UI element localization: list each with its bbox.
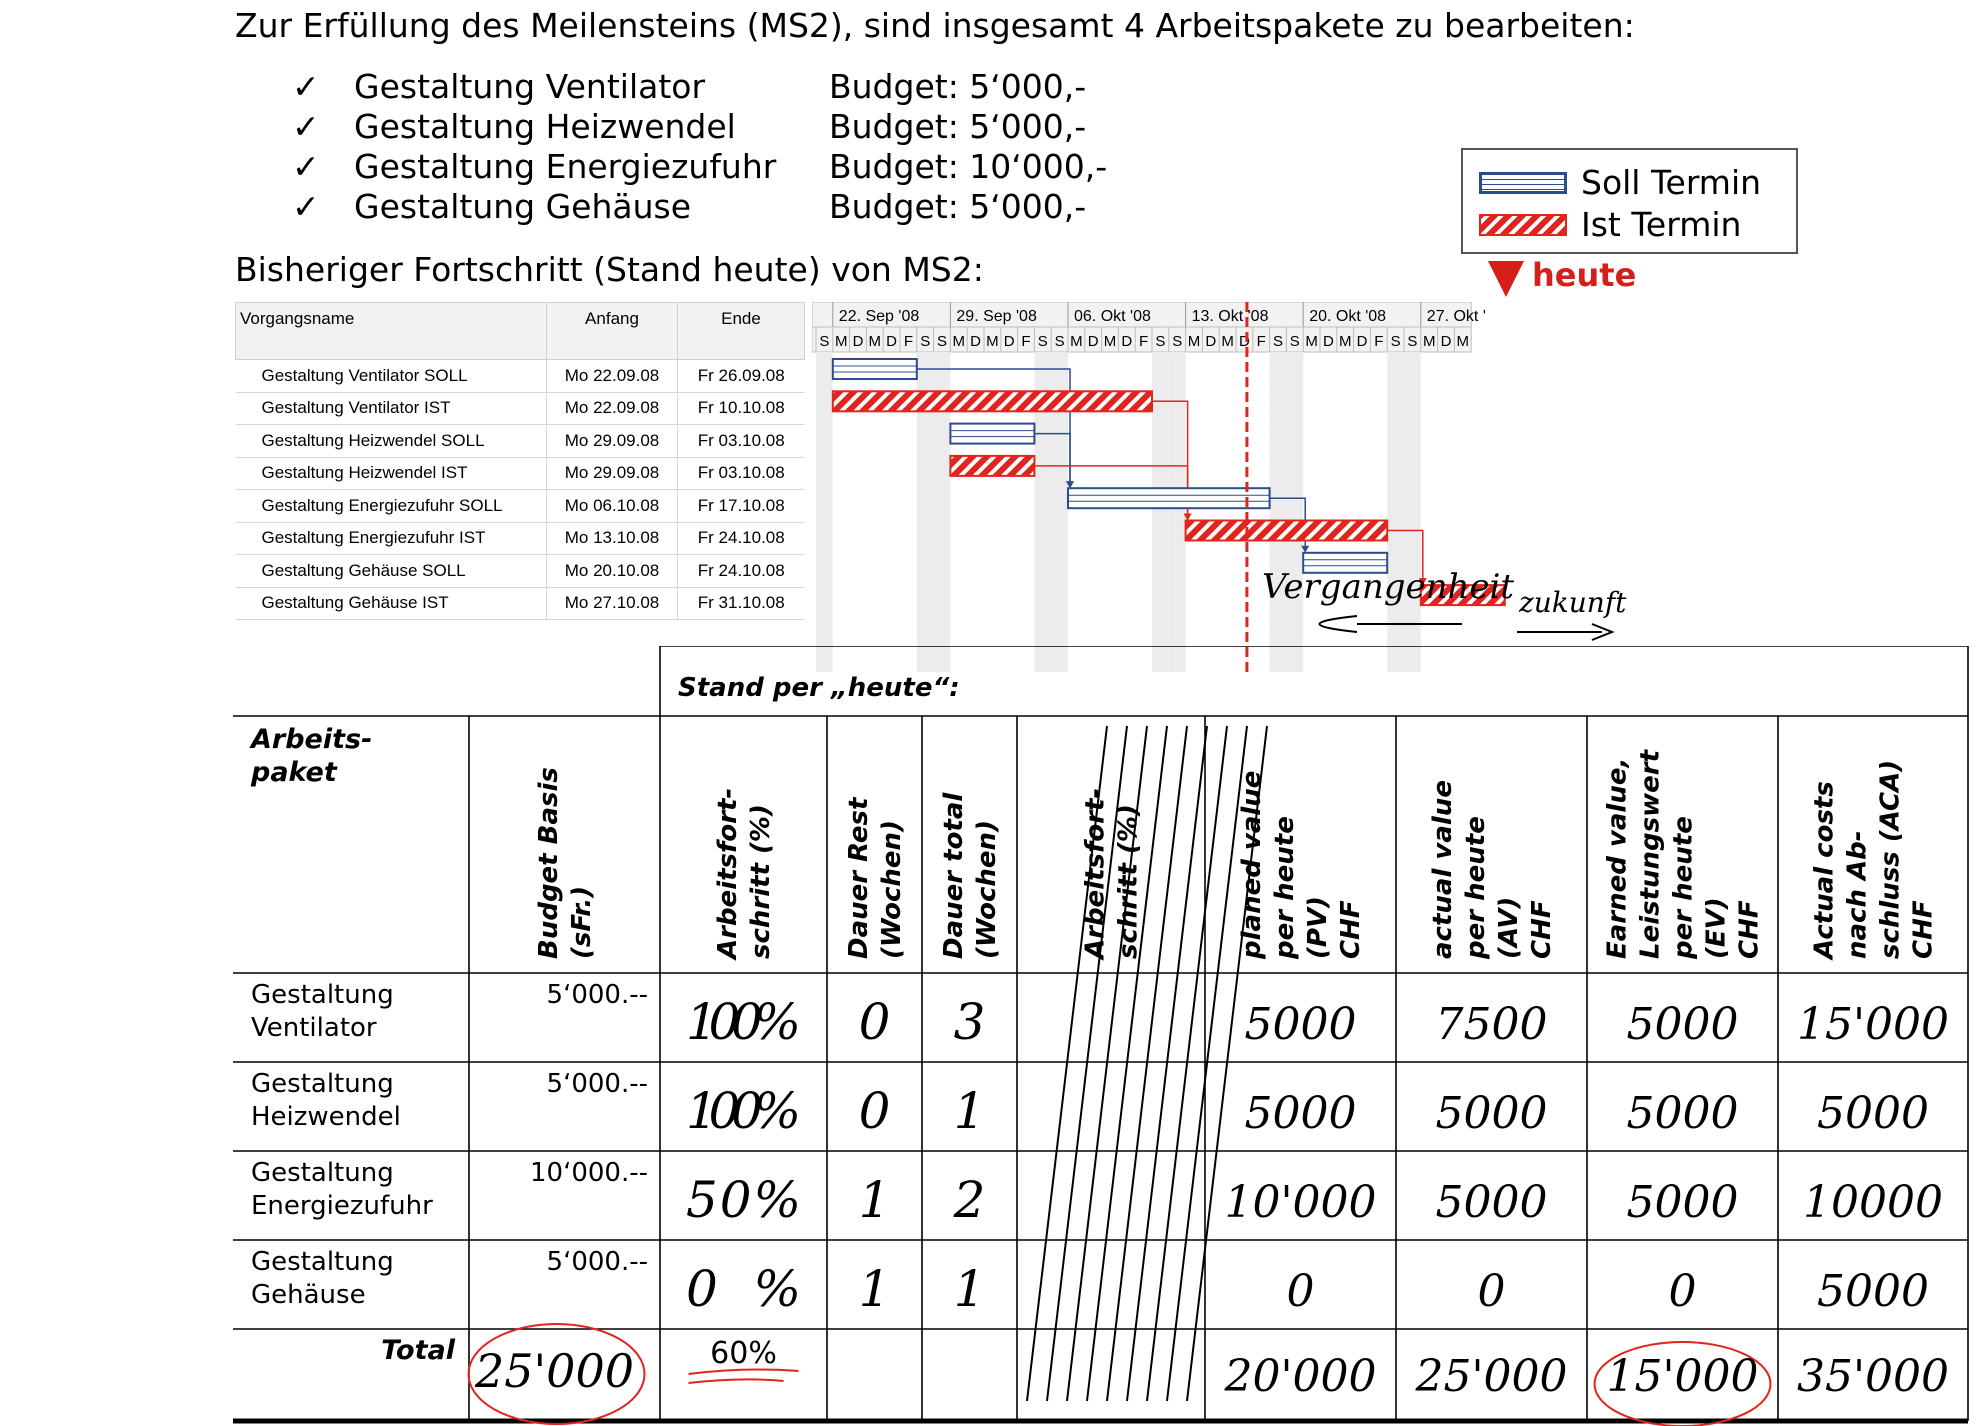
task-start: Mo 13.10.08 [547, 522, 678, 555]
day-letter: M [868, 333, 882, 350]
future-arrow-icon [1517, 624, 1612, 640]
gantt-task-table [235, 302, 805, 620]
task-start: Mo 22.09.08 [547, 392, 678, 425]
handwritten-av: 7500 [1435, 999, 1548, 1050]
ist-bar [833, 391, 1152, 411]
handwritten-total: 2 [953, 1171, 986, 1229]
legend-soll-swatch [1479, 172, 1567, 194]
week-label: 06. Okt '08 [1074, 308, 1151, 325]
row-name-line2: Heizwendel [251, 1102, 401, 1132]
ist-bar [1186, 521, 1388, 541]
ist-bar [950, 456, 1034, 476]
row-budget: 5‘000.-- [546, 1069, 648, 1099]
row-budget: 10‘000.-- [529, 1158, 648, 1188]
weekend-column [1152, 352, 1169, 672]
task-name: Gestaltung Heizwendel SOLL [236, 425, 547, 458]
handwritten-ev: 5000 [1626, 1088, 1739, 1139]
header-aca: nach Ab- [1842, 830, 1873, 959]
package-budget: Budget: 10‘000,- [829, 147, 1108, 186]
day-letter: M [1103, 333, 1117, 350]
handwritten-av: 5000 [1435, 1088, 1548, 1139]
handwritten-rest: 1 [858, 1260, 891, 1318]
gantt-chart [812, 302, 1812, 672]
header-dauer-total: (Wochen) [972, 820, 1003, 959]
gantt-task-row [236, 490, 805, 523]
day-letter: D [1238, 333, 1250, 350]
handwritten-ev: 5000 [1626, 999, 1739, 1050]
row-budget: 5‘000.-- [546, 1247, 648, 1277]
handwritten-aca: 15'000 [1796, 999, 1950, 1050]
stand-label: Stand per „heute“: [678, 673, 960, 703]
day-letter: M [1338, 333, 1352, 350]
week-label: 20. Okt '08 [1309, 308, 1387, 325]
header-fortschritt2: Arbeitsfort- [1080, 787, 1111, 959]
handwritten-total-ev: 15'000 [1606, 1351, 1759, 1402]
task-start: Mo 29.09.08 [547, 425, 678, 458]
handwritten-pv: 10'000 [1224, 1177, 1377, 1228]
package-name: Gestaltung Heizwendel [354, 107, 736, 146]
handwritten-av: 0 [1477, 1266, 1506, 1317]
day-letter: M [1305, 333, 1318, 350]
gantt-task-row [236, 425, 805, 458]
task-end: Fr 10.10.08 [678, 392, 805, 425]
handwritten-aca: 5000 [1817, 1088, 1929, 1139]
check-icon: ✓ [292, 147, 320, 186]
day-letter: S [1289, 333, 1300, 350]
day-letter: S [920, 333, 931, 350]
header-budget: (sFr.) [567, 885, 598, 959]
day-letter: S [1172, 333, 1183, 350]
day-letter: M [1070, 333, 1083, 350]
header-ev: CHF [1734, 900, 1765, 959]
header-av: actual value [1428, 780, 1459, 959]
header-aca: schluss (ACA) [1875, 759, 1906, 959]
day-letter: D [852, 333, 864, 350]
legend [1461, 148, 1798, 254]
handwritten-total-pv: 20'000 [1224, 1351, 1377, 1402]
soll-bar [950, 424, 1034, 444]
gantt-task-row [236, 587, 805, 620]
day-letter: F [1256, 333, 1266, 350]
task-end: Fr 31.10.08 [678, 587, 805, 620]
gantt-task-row [236, 360, 805, 393]
day-letter: S [1155, 333, 1166, 350]
strike-through-scribble [1167, 726, 1247, 1401]
day-letter: M [1456, 333, 1470, 350]
task-end: Fr 03.10.08 [678, 425, 805, 458]
today-label: heute [1532, 256, 1637, 294]
legend-soll-label: Soll Termin [1581, 163, 1762, 202]
check-icon: ✓ [292, 107, 320, 146]
day-letter: D [1087, 333, 1099, 350]
package-name: Gestaltung Ventilator [354, 67, 706, 106]
task-end: Fr 26.09.08 [678, 360, 805, 393]
header-av: CHF [1527, 900, 1558, 959]
day-letter: M [952, 333, 966, 350]
day-letter: M [834, 333, 848, 350]
day-letter: D [970, 333, 982, 350]
day-letter: D [1121, 333, 1133, 350]
row-name-line1: Gestaltung [251, 1158, 394, 1188]
row-name-line2: Gehäuse [251, 1280, 366, 1310]
handwritten-total: 1 [953, 1260, 986, 1318]
week-label: 29. Sep '08 [956, 308, 1037, 325]
day-letter: S [1054, 333, 1065, 350]
header-fortschritt: schritt (%) [746, 804, 777, 959]
header-av: per heute [1461, 816, 1492, 959]
gantt-task-row [236, 522, 805, 555]
row-name-line1: Gestaltung [251, 1247, 394, 1277]
week-label: 27. Okt ' [1426, 308, 1486, 325]
package-name: Gestaltung Gehäuse [354, 187, 692, 226]
gantt-task-row [236, 457, 805, 490]
week-label: 22. Sep '08 [838, 308, 920, 325]
task-name: Gestaltung Heizwendel IST [236, 457, 547, 490]
package-budget: Budget: 5‘000,- [829, 107, 1087, 146]
day-letter: D [1205, 333, 1217, 350]
soll-bar [833, 359, 917, 379]
task-start: Mo 20.10.08 [547, 555, 678, 588]
header-ev: Earned value, [1602, 757, 1633, 959]
header-fortschritt: Arbeitsfort- [713, 787, 744, 959]
task-end: Fr 03.10.08 [678, 457, 805, 490]
header-budget: Budget Basis [534, 767, 565, 959]
day-letter: S [1037, 333, 1048, 350]
row-name-line1: Gestaltung [251, 1069, 394, 1099]
handwritten-total: 1 [953, 1082, 986, 1140]
header-dauer-total: Dauer total [939, 792, 970, 959]
day-letter: S [936, 333, 948, 350]
handwritten-total-av: 25'000 [1415, 1351, 1568, 1402]
header-pv: planed value [1237, 770, 1268, 959]
header-pv: CHF [1336, 900, 1367, 959]
gantt-header-start: Anfang [547, 303, 678, 360]
header-dauer-rest: Dauer Rest [844, 797, 875, 959]
task-name: Gestaltung Energiezufuhr IST [236, 522, 547, 555]
header-arbeitspaket: Arbeits- [251, 724, 373, 755]
week-label: 13. Okt '08 [1191, 308, 1269, 325]
row-name-line1: Gestaltung [251, 980, 394, 1010]
task-name: Gestaltung Energiezufuhr SOLL [236, 490, 547, 523]
total-progress-underline [689, 1370, 799, 1383]
day-letter: D [1440, 333, 1452, 350]
header-ev: Leistungswert [1635, 749, 1666, 959]
progress-heading: Bisheriger Fortschritt (Stand heute) von MS2: [235, 250, 984, 289]
header-ev: per heute [1668, 816, 1699, 959]
handwritten-pv: 0 [1286, 1266, 1315, 1317]
day-letter: S [819, 333, 830, 350]
day-letter: D [1356, 333, 1368, 350]
handwritten-ev: 0 [1668, 1266, 1697, 1317]
handwritten-ev: 5000 [1626, 1177, 1739, 1228]
package-budget: Budget: 5‘000,- [829, 67, 1087, 106]
handwritten-av: 5000 [1435, 1177, 1548, 1228]
check-icon: ✓ [292, 187, 320, 226]
day-letter: M [1187, 333, 1201, 350]
handwritten-rest: 1 [858, 1171, 891, 1229]
day-letter: M [1221, 333, 1234, 350]
task-start: Mo 29.09.08 [547, 457, 678, 490]
day-letter: S [1407, 333, 1418, 350]
header-dauer-rest: (Wochen) [877, 820, 908, 959]
handwritten-pv: 5000 [1244, 999, 1357, 1050]
task-end: Fr 24.10.08 [678, 522, 805, 555]
legend-ist-label: Ist Termin [1581, 205, 1742, 244]
day-letter: D [1003, 333, 1015, 350]
header-av: (AV) [1494, 896, 1525, 959]
package-name: Gestaltung Energiezufuhr [354, 147, 777, 186]
header-aca: Actual costs [1809, 781, 1840, 959]
past-annotation: Vergangenheit [1262, 567, 1515, 607]
handwritten-aca: 10000 [1803, 1177, 1943, 1228]
handwritten-progress: 100% [686, 1082, 801, 1140]
header-fortschritt2: schritt (%) [1113, 804, 1144, 959]
task-end: Fr 24.10.08 [678, 555, 805, 588]
day-letter: F [1374, 333, 1384, 350]
day-letter: S [1272, 333, 1284, 350]
handwritten-aca: 5000 [1817, 1266, 1929, 1317]
handwritten-total-aca: 35'000 [1796, 1351, 1950, 1402]
handwritten-total-budget: 25'000 [475, 1344, 634, 1398]
gantt-header-end: Ende [678, 303, 805, 360]
total-progress: 60% [710, 1336, 777, 1371]
handwritten-rest: 0 [858, 993, 891, 1051]
header-aca: CHF [1908, 900, 1939, 959]
future-annotation: zukunft [1519, 586, 1627, 619]
day-letter: F [1021, 333, 1031, 350]
task-name: Gestaltung Gehäuse SOLL [236, 555, 547, 588]
package-budget: Budget: 5‘000,- [829, 187, 1087, 226]
weekend-column [1169, 352, 1186, 672]
day-letter: S [1390, 333, 1401, 350]
task-name: Gestaltung Ventilator SOLL [236, 360, 547, 393]
row-name-line2: Ventilator [251, 1013, 377, 1043]
intro-text: Zur Erfüllung des Meilensteins (MS2), sind insgesamt 4 Arbeitspakete zu bearbeiten: [235, 6, 1635, 45]
task-start: Mo 22.09.08 [547, 360, 678, 393]
check-icon: ✓ [292, 67, 320, 106]
handwritten-total: 3 [953, 993, 986, 1051]
task-end: Fr 17.10.08 [678, 490, 805, 523]
header-pv: (PV) [1303, 896, 1334, 959]
handwritten-pv: 5000 [1244, 1088, 1357, 1139]
row-budget: 5‘000.-- [546, 980, 648, 1010]
earned-value-table [233, 646, 1978, 1426]
strike-through-scribble [1147, 726, 1227, 1401]
day-letter: D [886, 333, 898, 350]
weekend-column [1270, 352, 1287, 672]
header-ev: (EV) [1701, 897, 1732, 959]
day-letter: F [1139, 333, 1149, 350]
row-name-line2: Energiezufuhr [251, 1191, 433, 1221]
handwritten-progress: 100% [686, 993, 801, 1051]
header-pv: per heute [1270, 816, 1301, 959]
header-arbeitspaket: paket [251, 757, 337, 788]
total-label: Total [381, 1335, 455, 1366]
task-name: Gestaltung Ventilator IST [236, 392, 547, 425]
handwritten-progress: 50% [686, 1171, 801, 1229]
day-letter: D [1322, 333, 1334, 350]
weekend-column [816, 352, 833, 672]
legend-ist-swatch [1479, 214, 1567, 236]
gantt-header-name: Vorgangsname [236, 303, 547, 360]
gantt-task-row [236, 392, 805, 425]
day-letter: M [986, 333, 999, 350]
task-start: Mo 27.10.08 [547, 587, 678, 620]
task-name: Gestaltung Gehäuse IST [236, 587, 547, 620]
day-letter: M [1422, 333, 1436, 350]
today-marker-icon [1488, 261, 1524, 297]
handwritten-rest: 0 [858, 1082, 891, 1140]
task-start: Mo 06.10.08 [547, 490, 678, 523]
weekend-column [1286, 352, 1303, 672]
handwritten-progress: 0% [686, 1260, 801, 1318]
soll-bar [1068, 488, 1270, 508]
day-letter: F [903, 333, 913, 350]
gantt-task-row [236, 555, 805, 588]
